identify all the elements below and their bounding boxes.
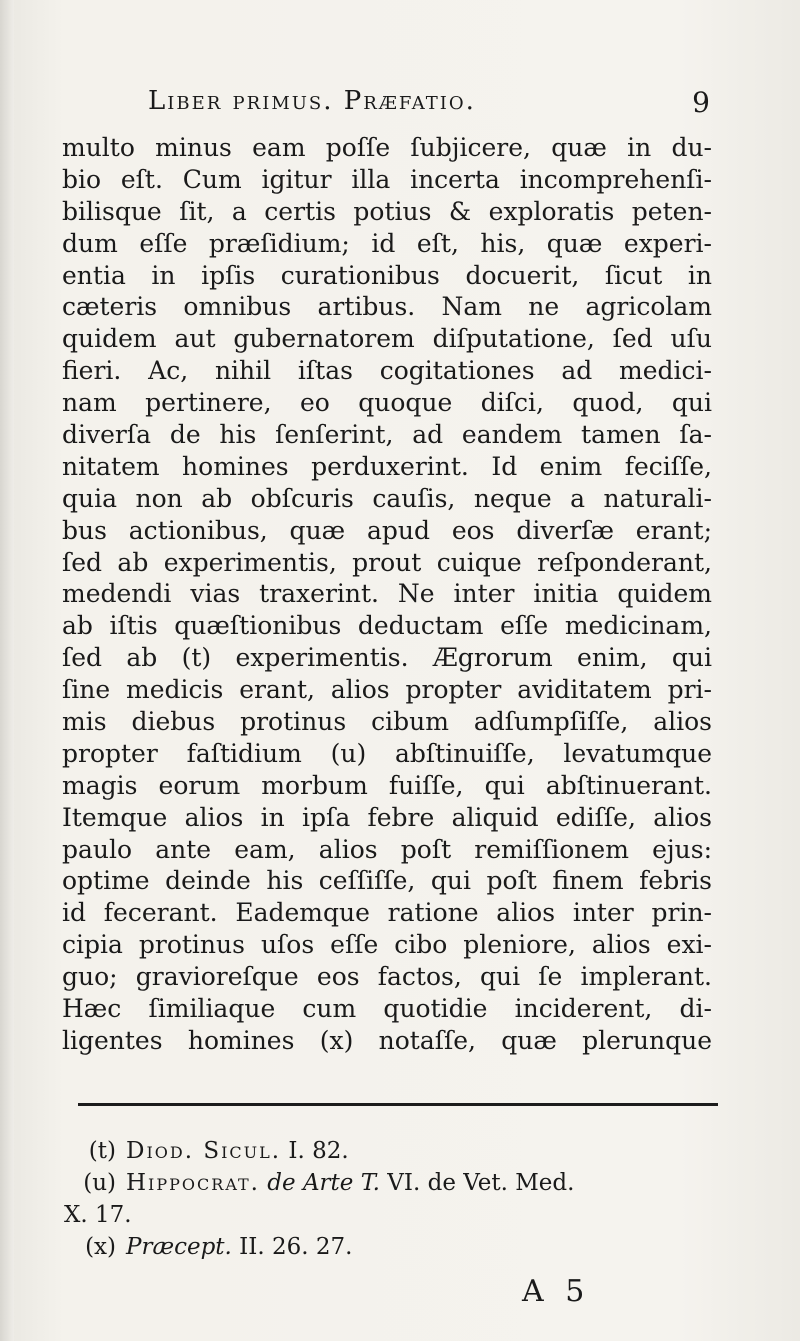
text-line: bilisque ſit, a certis potius & exploratis peten- (62, 196, 712, 226)
text-line: Hæc ſimiliaque cum quotidie inciderent, di- (62, 994, 712, 1024)
footnote-ref: VI. de Vet. Med. (387, 1170, 575, 1196)
page-gutter-edge (0, 0, 14, 1341)
footnote-mark: (t) (88, 1138, 116, 1164)
text-line: multo minus eam poſſe ſubjicere, quæ in du- (62, 133, 712, 162)
text-line: ſine medicis erant, alios propter aviditatem pri- (62, 675, 712, 705)
footnote-rule (78, 1103, 718, 1106)
text-line: bus actionibus, quæ apud eos diverſæ erant; (62, 515, 712, 545)
text-line: quidem aut gubernatorem diſputatione, ſed uſu (62, 324, 712, 354)
text-line: dum eſſe præſidium; id eſt, his, quæ experi- (62, 228, 712, 258)
footnote-work: Præcept. (126, 1234, 232, 1260)
text-line: guo; gravioreſque eos factos, qui ſe implerant. (62, 962, 712, 992)
footnote-mark: (u) (83, 1170, 116, 1196)
footnotes (64, 1135, 714, 1263)
text-line: nitatem homines perduxerint. Id enim feciſſe, (62, 451, 712, 481)
footnote-source: Diod. Sicul. (126, 1138, 282, 1164)
text-line: ſed ab experimentis, prout cuique reſponderant, (62, 547, 712, 577)
text-line: fieri. Ac, nihil iſtas cogitationes ad medici- (62, 356, 712, 386)
footnote-u (64, 1167, 714, 1199)
footnote-ref: I. 82. (288, 1138, 349, 1164)
footnote-x (64, 1231, 714, 1263)
running-head (148, 86, 718, 126)
text-line: optime deinde his ceſſiſſe, qui poſt finem febris (62, 866, 712, 896)
text-line: nam pertinere, eo quoque diſci, quod, qui (62, 388, 712, 418)
body-text (62, 132, 712, 1057)
signature-mark: A 5 (522, 1274, 591, 1309)
footnote-source: Hippocrat. (126, 1170, 260, 1196)
footnote-ref: II. 26. 27. (239, 1234, 353, 1260)
text-line: ſed ab (t) experimentis. Ægrorum enim, qui (62, 643, 712, 673)
footnote-t (64, 1135, 714, 1167)
text-line: bio eſt. Cum igitur illa incerta incomprehenſi- (62, 164, 712, 194)
text-line: propter faſtidium (u) abſtinuiſſe, levatumque (62, 738, 712, 768)
text-line: id fecerant. Eademque ratione alios inter prin- (62, 898, 712, 928)
text-line: quia non ab obſcuris cauſis, neque a naturali- (62, 483, 712, 513)
footnote-work: de Arte T. (267, 1170, 380, 1196)
footnote-ref: X. 17. (64, 1202, 132, 1228)
text-line: paulo ante eam, alios poſt remiſſionem ejus: (62, 834, 712, 864)
text-line: ligentes homines (x) notaſſe, quæ plerunque (62, 1025, 712, 1055)
footnote-u-continued (64, 1199, 714, 1231)
page-number: 9 (692, 86, 710, 119)
text-line: Itemque alios in ipſa febre aliquid ediſſe, alios (62, 802, 712, 832)
text-line: medendi vias traxerint. Ne inter initia quidem (62, 579, 712, 609)
text-line: magis eorum morbum fuiſſe, qui abſtinuerant. (62, 770, 712, 800)
text-line: cæteris omnibus artibus. Nam ne agricolam (62, 292, 712, 322)
running-title: Liber primus. Præfatio. (148, 86, 476, 116)
text-line: entia in ipſis curationibus docuerit, ſicut in (62, 260, 712, 290)
footnote-mark: (x) (85, 1234, 116, 1260)
text-line: mis diebus protinus cibum adſumpſiſſe, alios (62, 707, 712, 737)
text-line: diverſa de his ſenſerint, ad eandem tamen ſa- (62, 420, 712, 450)
text-line: ab iſtis quæſtionibus deductam eſſe medicinam, (62, 611, 712, 641)
text-line: cipia protinus uſos eſſe cibo pleniore, alios exi- (62, 930, 712, 960)
